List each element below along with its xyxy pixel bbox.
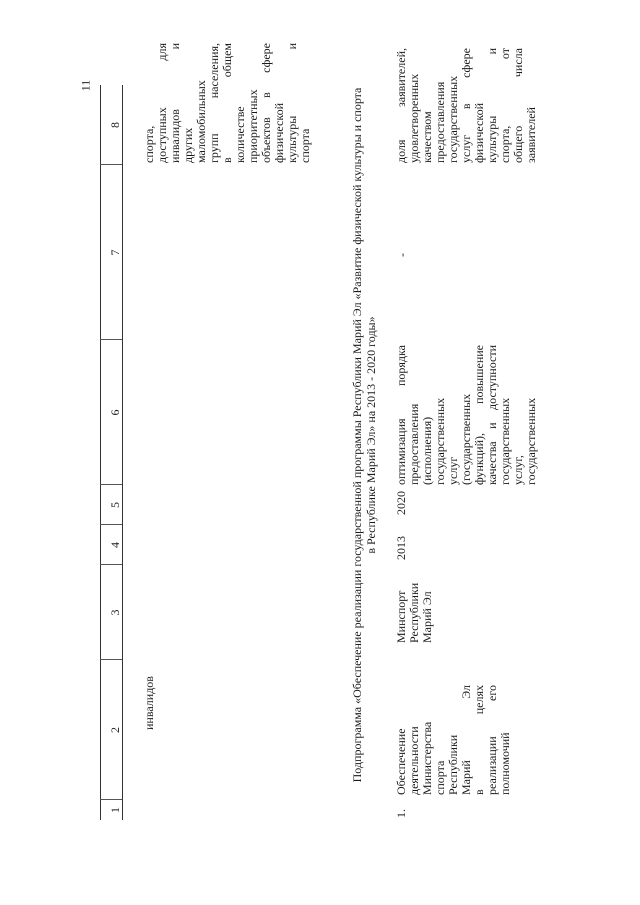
r6-line: качества и доступности (485, 345, 499, 485)
r6-line: услуг, (511, 455, 525, 485)
c8-line: культуры и (285, 43, 299, 163)
r8-line: государственных (446, 75, 460, 163)
row-col4-start-year: 2013 (394, 536, 408, 560)
r6-line: государственных (498, 397, 512, 485)
r8-line: услуг в сфере (459, 48, 473, 163)
r8-line: спорта, от (498, 48, 512, 163)
header-col-1: 1 (108, 807, 122, 813)
row-col5-end-year: 2020 (394, 491, 408, 515)
r8-line: удовлетворенных (407, 73, 421, 163)
r6-line: услуг (446, 456, 460, 485)
header-col-6: 6 (108, 409, 122, 416)
header-col-8: 8 (108, 122, 122, 128)
page-number: 11 (78, 79, 93, 92)
r2-line: Министерства (420, 721, 434, 795)
c8-line: доступных для (155, 43, 169, 163)
c8-line: физической (272, 103, 286, 163)
c8-line: объектов в сфере (259, 43, 273, 163)
r6-line: (государственных (459, 393, 473, 485)
r3-line: Республики (407, 582, 421, 643)
r8-line: качеством (420, 111, 434, 163)
c8-line: приоритетных (246, 89, 260, 163)
r8-line: физической (472, 103, 486, 163)
c8-line: спорта, (142, 125, 156, 163)
subprogram-title-line-1: Подпрограмма «Обеспечение реализации государственной программы Республики Марий Эл «Развитие физической культуры и спорта (350, 87, 364, 783)
r2-line: Марий Эл (459, 685, 473, 795)
c8-line: спорта (298, 128, 312, 163)
header-col-5: 5 (108, 502, 122, 508)
r2-line: реализации его (485, 685, 499, 795)
row-col6 (395, 335, 538, 485)
row-number: 1. (394, 809, 408, 818)
r2-line: Обеспечение (394, 728, 408, 795)
c8-line: других (181, 127, 195, 163)
c8-line: инвалидов и (168, 43, 182, 163)
r6-line: функций), повышение (472, 345, 486, 485)
r8-line: доля заявителей, (394, 48, 408, 163)
r2-line: Республики (446, 734, 460, 795)
c8-line: количестве (233, 106, 247, 163)
r6-line: государственных (433, 397, 447, 485)
r2-line: полномочий (498, 732, 512, 795)
c8-line: маломобильных (194, 80, 208, 163)
r8-line: общего числа (511, 48, 525, 163)
r3-line: Минспорт (394, 590, 408, 643)
table-top-rule (100, 85, 101, 820)
continuation-col8 (143, 43, 312, 163)
row-col8 (395, 43, 538, 163)
r8-line: предоставления (433, 81, 447, 163)
header-col-7: 7 (108, 249, 122, 256)
r6-line: государственных (524, 397, 538, 485)
c8-line: групп населения, (207, 43, 221, 163)
r2-line: деятельности (407, 726, 421, 795)
subprogram-title (350, 25, 378, 845)
continuation-col2: инвалидов (142, 676, 156, 730)
r8-line: заявителей (524, 107, 538, 163)
r6-line: оптимизация порядка (394, 345, 408, 485)
row-col2 (395, 665, 512, 795)
r8-line: культуры и (485, 48, 499, 163)
r6-line: предоставления (407, 403, 421, 485)
subprogram-title-line-2: в Республике Марий Эл» на 2013 - 2020 годы» (364, 316, 378, 554)
header-col-4: 4 (108, 542, 122, 548)
r3-line: Марий Эл (420, 591, 434, 643)
row-col7-dash: - (395, 253, 409, 257)
header-col-2: 2 (108, 727, 122, 733)
row-col3 (395, 563, 434, 643)
r2-line: спорта (433, 760, 447, 795)
c8-line: в общем (220, 43, 234, 163)
header-col-3: 3 (108, 609, 122, 616)
r6-line: (исполнения) (420, 416, 434, 485)
r2-line: в целях (472, 685, 486, 795)
